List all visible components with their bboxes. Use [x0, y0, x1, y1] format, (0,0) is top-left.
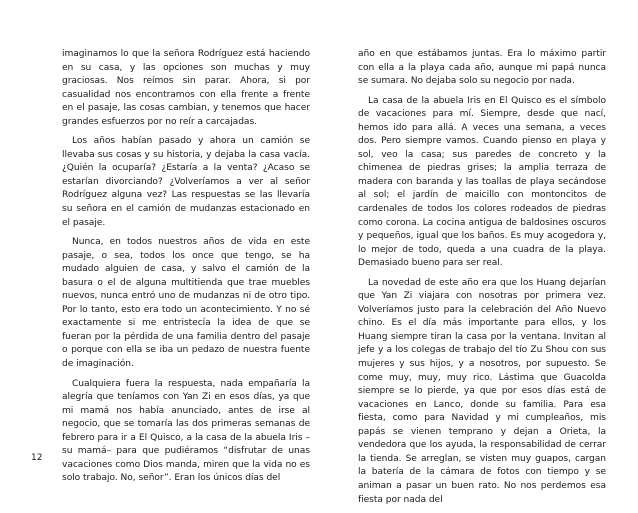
paragraph: La casa de la abuela Iris en El Quisco es el símbolo de vacaciones para mí. Siempre, desde que nací, hemos ido para allá. A veces una semana, a veces dos. Pero siempre vamos. Cuando pienso en playa y sol, veo la casa; sus paredes de concreto y la chimenea de piedras grises; la amplia terraza de madera con baranda y las toallas de playa secándose al sol; el jardín de maicillo con montoncitos de cardenales de todos los colores rodeados de piedras como corona. La cocina antigua de baldosines oscuros y pequeños, igual que los baños. Es muy acogedora y, lo mejor de todo, queda a una cuadra de la playa. Demasiado bueno para ser real.	[358, 95, 606, 269]
paragraph: año en que estábamos juntas. Era lo máximo partir con ella a la playa cada año, aunque mi papá nunca se sumara. No dejaba solo su negocio por nada.	[358, 49, 606, 87]
left-column	[62, 48, 310, 492]
paragraph: La novedad de este año era que los Huang dejarían que Yan Zi viajara con nosotras por primera vez. Volveríamos justo para la celebración del Año Nuevo chino. Es el día más importante para ellos, y los Huang siempre tiran la casa por la ventana. Invitan al jefe y a los colegas de trabajo del tío Zu Shou con sus mujeres y sus hijos, y a nosotros, por supuesto. Se come muy, muy, muy rico. Lástima que Guacolda siempre se lo pierde, ya que por esos días está de vacaciones en Lanco, donde su familia. Para esa fiesta, como para Navidad y mi cumpleaños, mis papás se vienen temprano y dejan a Orieta, la vendedora que los ayuda, la responsabilidad de cerrar la tienda. Se arreglan, se visten muy guapos, cargan la batería de la cámara de fotos con tiempo y se animan a pasar un buen rato. No nos perdemos esa fiesta por nada del	[358, 277, 606, 505]
paragraph: Nunca, en todos nuestros años de vida en este pasaje, o sea, todos los once que tengo, se ha mudado alguien de casa, y salvo el camión de la basura o el de alguna multitienda que trae muebles nuevos, nunca entró uno de mudanzas ni de otro tipo. Por lo tanto, esto era todo un acontecimiento. Y no sé exactamente si me entristecía la idea de que se fueran por la pérdida de una familia dentro del pasaje o porque con ella se iba un pedazo de nuestra fuente de imaginación.	[62, 237, 310, 370]
right-column	[358, 48, 606, 513]
paragraph: imaginamos lo que la señora Rodríguez está haciendo en su casa, y las opciones son muchas y muy graciosas. Nos reímos sin parar. Ahora, si por casualidad nos encontramos con ella frente a frente en el pasaje, las cosas cambian, y tenemos que hacer grandes esfuerzos por no reír a carcajadas.	[62, 49, 310, 127]
paragraph: Cualquiera fuera la respuesta, nada empañaría la alegría que teníamos con Yan Zi en esos días, ya que mi mamá nos había anunciado, antes de irse al negocio, que se tomaría las dos primeras semanas de febrero para ir a El Quisco, a la casa de la abuela Iris –su mamá– para que pudiéramos “disfrutar de unas vacaciones como Dios manda, miren que la vida no es solo trabajo. No, señor”. Eran los únicos días del	[62, 378, 310, 484]
paragraph: Los años habían pasado y ahora un camión se llevaba sus cosas y su historia, y dejaba la casa vacía. ¿Quién la ocuparía? ¿Estaría a la venta? ¿Acaso se estarían divorciando? ¿Volveríamos a ver al señor Rodríguez alguna vez? Las respuestas se las llevaría su señora en el camión de mudanzas estacionado en el pasaje.	[62, 136, 310, 228]
page-number: 12	[31, 453, 43, 463]
